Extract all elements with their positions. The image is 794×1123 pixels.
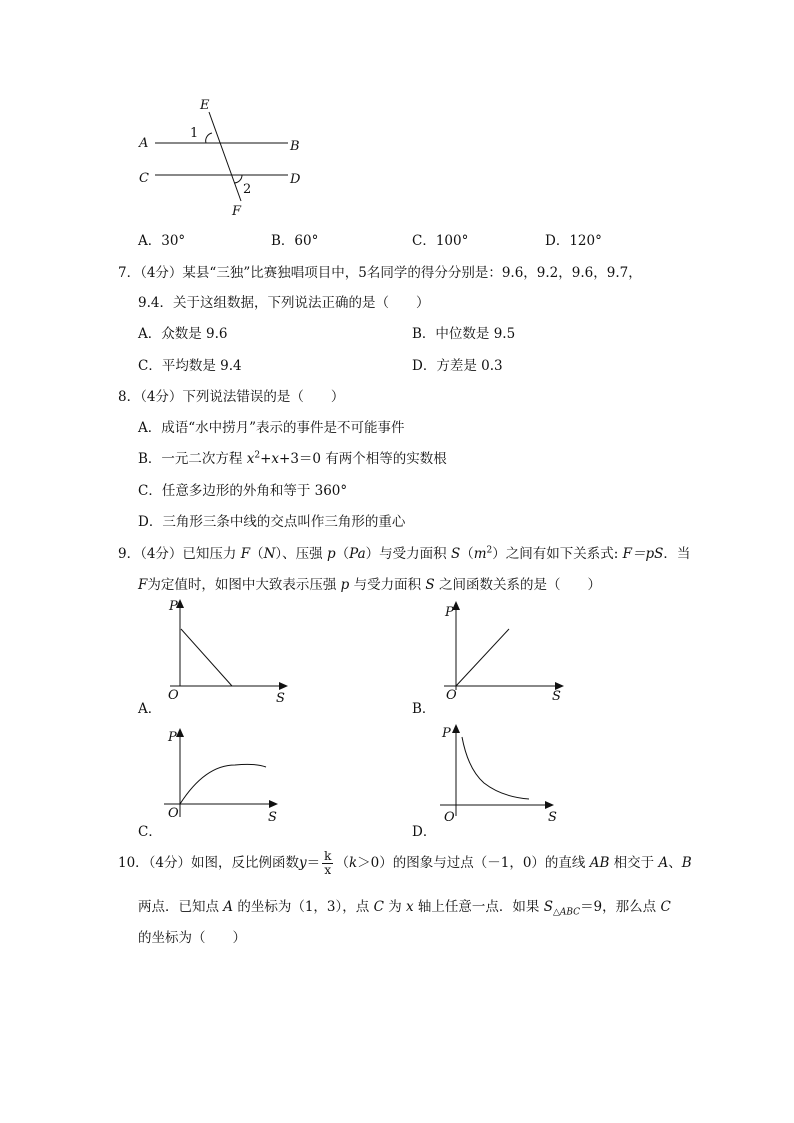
- q6-option-b: B．60°: [271, 233, 319, 249]
- q8-b-x: x: [246, 451, 255, 467]
- graph-d-s-label: S: [548, 810, 557, 825]
- label-c: C: [139, 171, 149, 186]
- graph-c-curve: [180, 764, 266, 804]
- graph-b-o-label: O: [446, 688, 457, 703]
- q9-graph-b: [436, 598, 576, 710]
- q9-option-b-label: B．: [412, 701, 436, 717]
- q7-option-c: C．平均数是 9.4: [138, 358, 242, 374]
- graph-b-s-label: S: [552, 689, 561, 704]
- q10-line2-a: A: [223, 899, 234, 915]
- q9-text-5: ）与受力面积: [365, 546, 451, 562]
- q9-pa: Pa: [349, 546, 366, 562]
- graph-c-p-label: P: [168, 730, 177, 745]
- q9-p: p: [326, 546, 336, 562]
- q9-m-exp: 2: [486, 545, 493, 556]
- q9-stem-line2: [138, 573, 601, 593]
- q10-text-3: ＞0）的图象与过点（－1，0）的直线: [357, 855, 590, 871]
- q10-text-4: 相交于: [609, 855, 659, 871]
- q8-b-x2: x: [271, 451, 280, 467]
- q8-b-suffix: +3＝0 有两个相等的实数根: [279, 451, 447, 467]
- q8-option-d: D．三角形三条中线的交点叫作三角形的重心: [138, 514, 406, 530]
- q10-line2-text-c: 为: [383, 899, 406, 915]
- q9-option-d-label: D．: [412, 824, 437, 840]
- q7-stem-line1: 7．（4分）某县“三独”比赛独唱项目中，5名同学的得分分别是：9.6，9.2，9.6，9.7，: [118, 265, 642, 281]
- graph-b-curve: [456, 629, 509, 686]
- q9-option-c-label: C．: [138, 824, 162, 840]
- q10-text-2: （: [335, 855, 349, 871]
- graph-c-o-label: O: [168, 806, 179, 821]
- q10-line2-c2: C: [660, 899, 671, 915]
- graph-a-s-label: S: [276, 691, 285, 706]
- q9-option-a-label: A．: [138, 701, 162, 717]
- q9-text-2: （: [250, 546, 264, 562]
- label-b: B: [290, 139, 300, 154]
- q9-s: S: [450, 546, 461, 562]
- angle-1-arc: [206, 133, 212, 143]
- q10-eq: ＝: [306, 855, 321, 871]
- graph-a-p-label: P: [169, 599, 178, 614]
- q7-stem-line2: 9.4．关于这组数据，下列说法正确的是（ ）: [138, 295, 430, 311]
- q9-graph-a: [160, 596, 300, 708]
- q6-option-c: C．100°: [412, 233, 469, 249]
- q10-line2-sub: △ABC: [552, 907, 581, 918]
- graph-d-o-label: O: [444, 810, 455, 825]
- transversal-ef: [209, 112, 241, 201]
- q9-n: N: [263, 546, 276, 562]
- label-angle-2: 2: [243, 182, 252, 197]
- q10-stem-line1: [118, 850, 692, 877]
- q9-line2-s: S: [425, 577, 435, 593]
- q7-option-a: A．众数是 9.6: [138, 326, 228, 342]
- q10-line2-s: S: [543, 899, 553, 915]
- label-angle-1: 1: [190, 126, 199, 141]
- q10-b: B: [681, 855, 692, 871]
- q10-k: k: [348, 855, 358, 871]
- q10-line2-text-b: 的坐标为（1，3），点: [233, 899, 374, 915]
- q10-ab: AB: [589, 855, 610, 871]
- q9-graph-d: [436, 721, 576, 833]
- q9-text-4: （: [335, 546, 350, 562]
- q9-text-6: （: [460, 546, 474, 562]
- q9-graph-c: [160, 725, 300, 837]
- q9-text-1: 9．（4分）已知压力: [118, 546, 241, 562]
- q10-text-5: 、: [668, 855, 682, 871]
- q10-a: A: [658, 855, 669, 871]
- q10-fraction-num: k: [324, 849, 332, 863]
- q9-text-7: ）之间有如下关系式:: [492, 546, 623, 562]
- q9-line2-text-b: 与受力面积: [349, 577, 426, 593]
- q9-text-8: ．当: [663, 546, 691, 562]
- q8-b-plus: +: [260, 451, 272, 467]
- q6-option-d: D．120°: [545, 233, 602, 249]
- q9-line2-p: p: [340, 577, 350, 593]
- q8-option-c: C．任意多边形的外角和等于 360°: [138, 483, 348, 499]
- q10-line2-text-a: 两点．已知点: [138, 899, 224, 915]
- q10-fraction-den: x: [324, 863, 332, 877]
- q8-b-prefix: B．一元二次方程: [138, 451, 247, 467]
- q10-stem-line3: 的坐标为（ ）: [138, 930, 246, 946]
- label-a: A: [139, 136, 149, 151]
- q8-b-exp: 2: [254, 450, 261, 461]
- label-f: F: [232, 204, 242, 219]
- graph-c-s-label: S: [268, 810, 277, 825]
- label-d: D: [290, 172, 301, 187]
- graph-a-curve: [181, 629, 232, 686]
- q9-line2-text-c: 之间函数关系的是（ ）: [434, 577, 601, 593]
- q9-formula: F＝pS: [622, 546, 664, 562]
- graph-b-p-label: P: [445, 605, 454, 620]
- q6-option-a: A．30°: [138, 233, 186, 249]
- q9-line2-f: F: [138, 577, 148, 593]
- q8-option-b: [138, 447, 447, 467]
- q10-line2-x: x: [406, 899, 414, 915]
- q10-line2-text-d: 轴上任意一点．如果: [413, 899, 544, 915]
- q8-stem: 8．（4分）下列说法错误的是（ ）: [118, 389, 345, 405]
- q9-text-3: ）、压强: [275, 546, 327, 562]
- q9-f: F: [240, 546, 251, 562]
- parallel-lines-figure: [130, 95, 320, 220]
- q10-line2-c: C: [373, 899, 384, 915]
- q9-stem-line1: [118, 542, 690, 562]
- q9-m: m: [473, 546, 487, 562]
- angle-2-arc: [234, 175, 242, 183]
- q10-stem-line2: [138, 895, 671, 918]
- q7-option-b: B．中位数是 9.5: [412, 326, 516, 342]
- q10-fraction: [322, 850, 333, 877]
- graph-a-o-label: O: [168, 688, 179, 703]
- q10-line2-text-e: ＝9，那么点: [580, 899, 661, 915]
- q8-option-a: A．成语“水中捞月”表示的事件是不可能事件: [138, 420, 405, 436]
- q10-y: y: [299, 855, 307, 871]
- q9-line2-text-a: 为定值时，如图中大致表示压强: [147, 577, 341, 593]
- q10-text-1: 10．（4分）如图，反比例函数: [118, 855, 300, 871]
- label-e: E: [200, 98, 210, 113]
- graph-d-p-label: P: [442, 726, 451, 741]
- graph-d-curve: [462, 737, 529, 799]
- q7-option-d: D．方差是 0.3: [412, 358, 503, 374]
